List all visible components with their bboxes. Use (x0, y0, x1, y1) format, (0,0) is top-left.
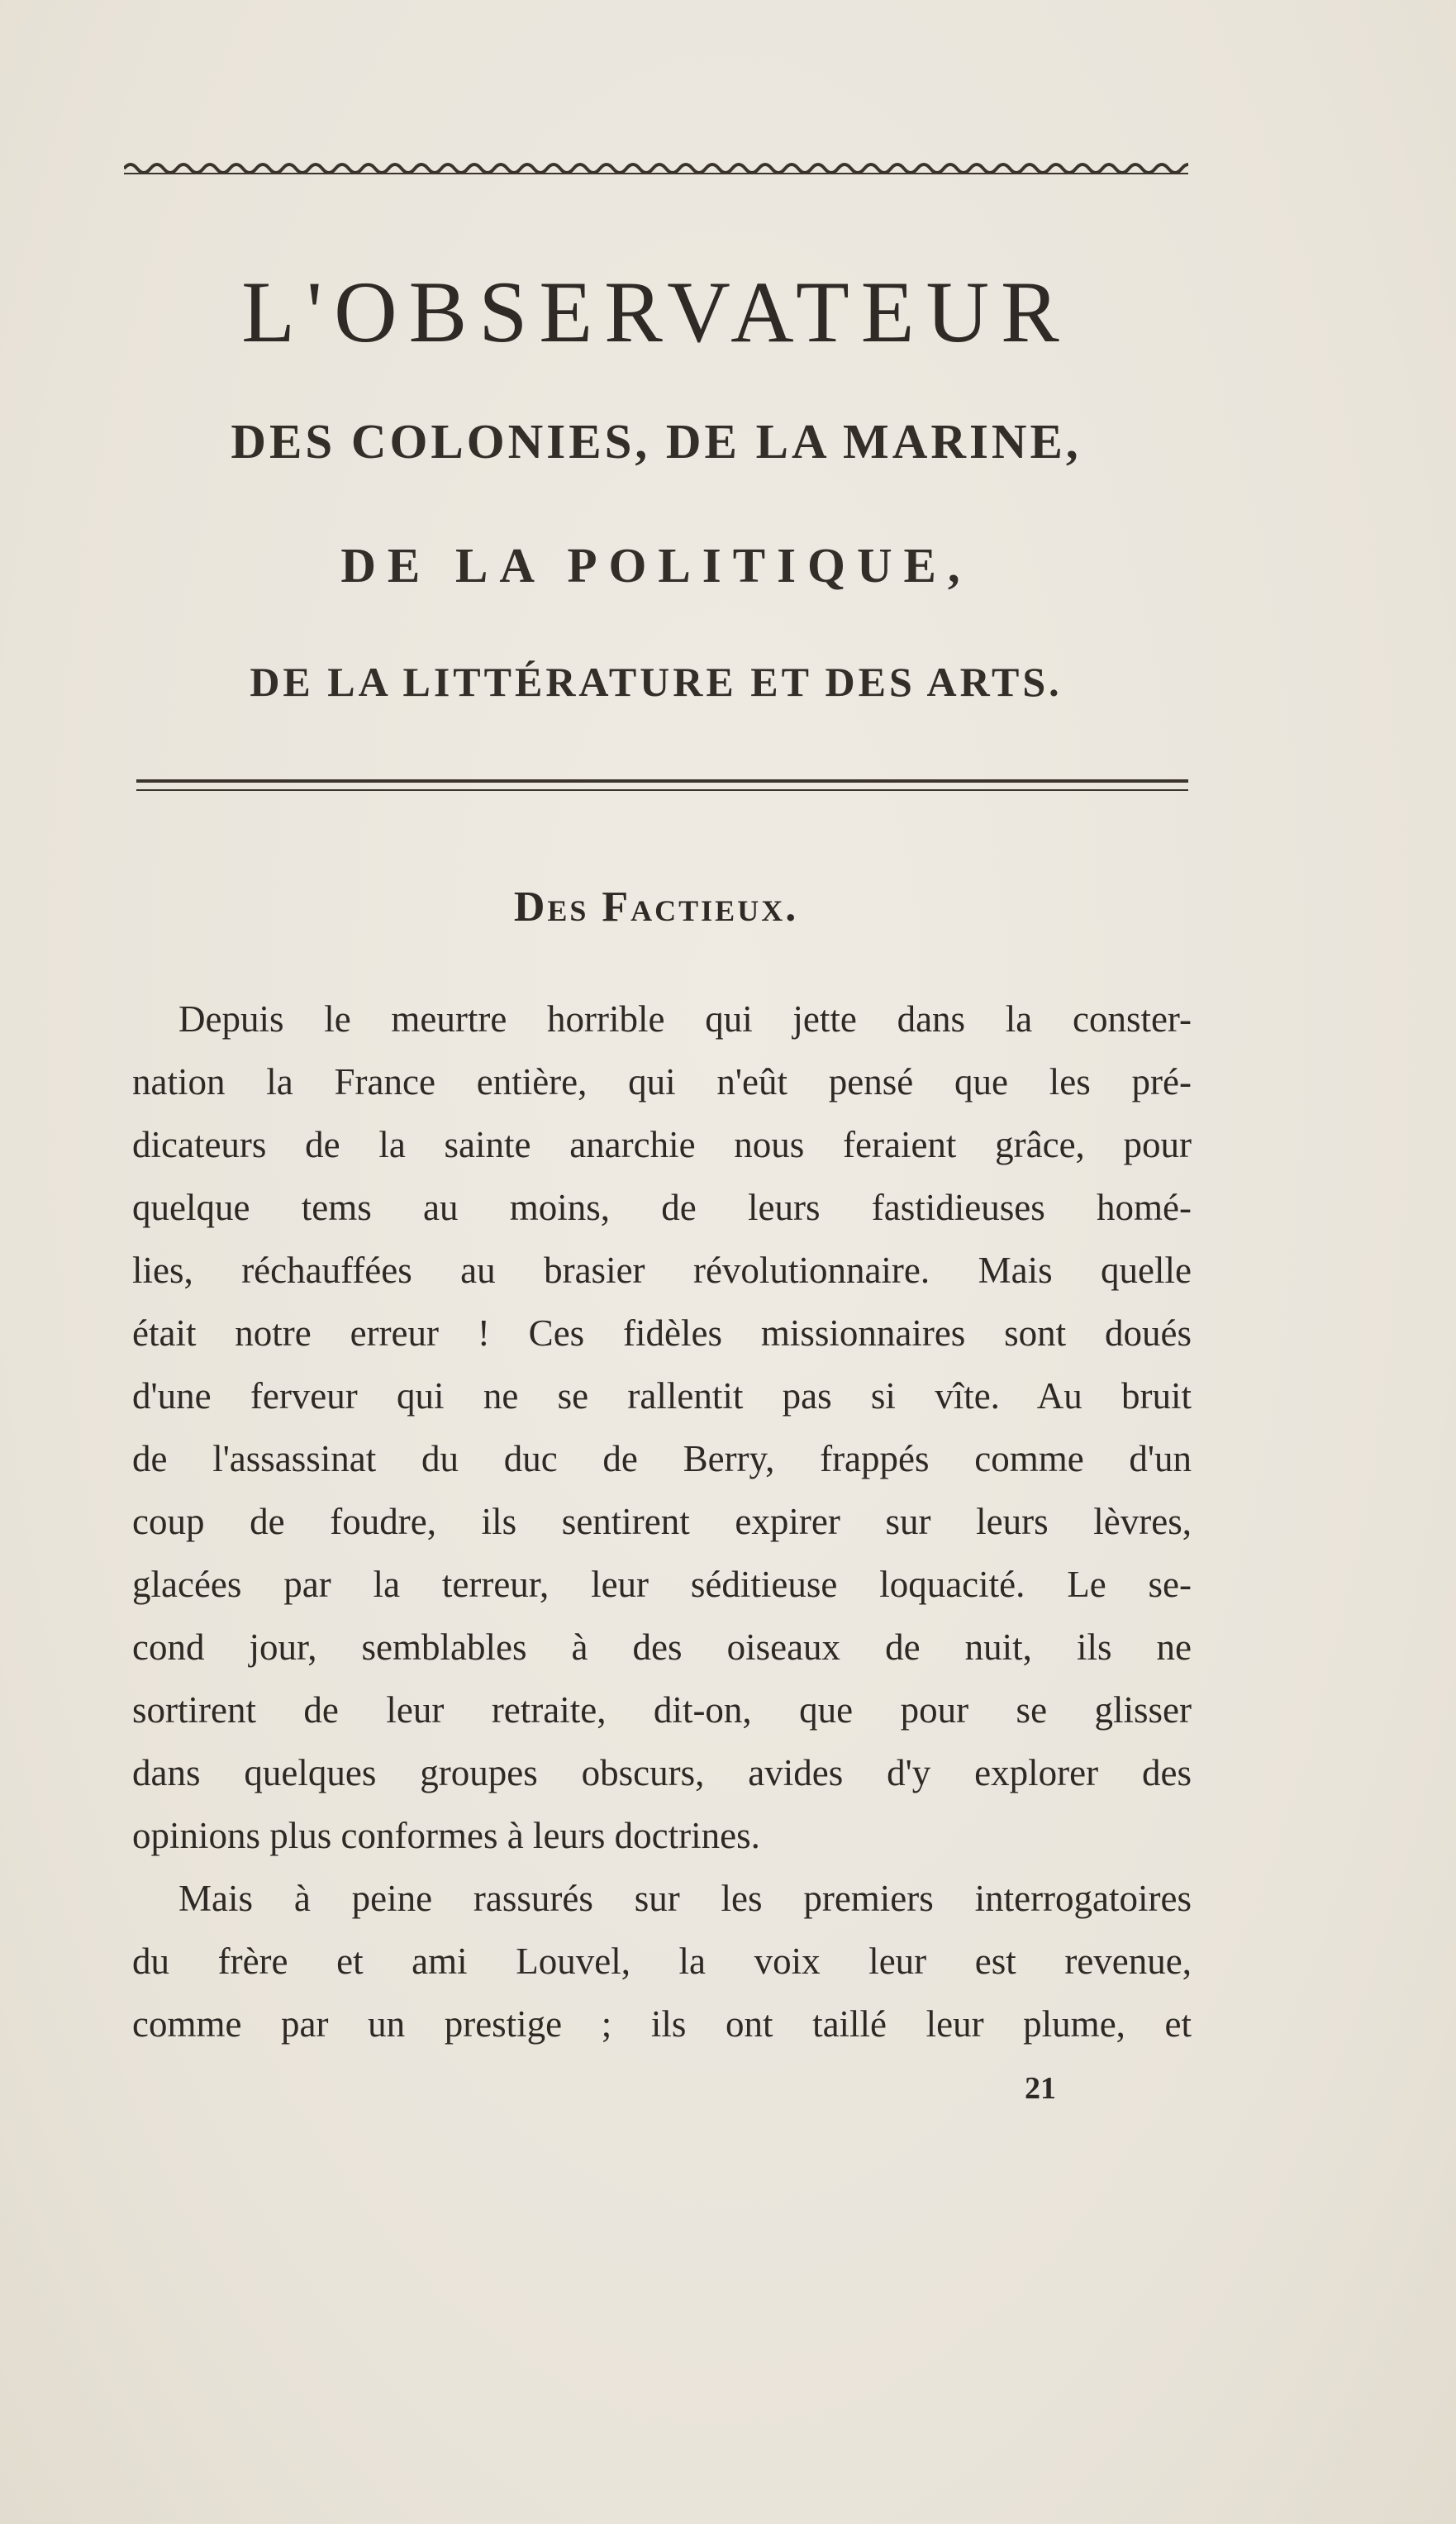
body-line: glacées par la terreur, leur séditieuse loquacité. Le se- (132, 1564, 1192, 1605)
masthead-subtitle-2: DE LA POLITIQUE, (340, 538, 972, 593)
body-line: Mais à peine rassurés sur les premiers interrogatoires (178, 1878, 1192, 1919)
masthead-title: L'OBSERVATEUR (241, 264, 1071, 360)
rule-thin (136, 789, 1188, 791)
body-line: d'une ferveur qui ne se rallentit pas si vîte. Au bruit (132, 1375, 1192, 1417)
body-line: du frère et ami Louvel, la voix leur est revenue, (132, 1941, 1192, 1982)
body-line: opinions plus conformes à leurs doctrines. (132, 1815, 760, 1856)
body-line: dans quelques groupes obscurs, avides d'y explorer des (132, 1752, 1192, 1793)
double-rule (136, 779, 1188, 791)
body-line: était notre erreur ! Ces fidèles missionnaires sont doués (132, 1312, 1192, 1354)
body-line: nation la France entière, qui n'eût pensé que les pré- (132, 1061, 1192, 1102)
article-body (132, 988, 1192, 2055)
body-line: de l'assassinat du duc de Berry, frappés comme d'un (132, 1438, 1192, 1479)
body-line: Depuis le meurtre horrible qui jette dans la conster- (178, 998, 1192, 1040)
body-line: dicateurs de la sainte anarchie nous feraient grâce, pour (132, 1124, 1192, 1165)
rule-thick (136, 779, 1188, 783)
body-line: lies, réchauffées au brasier révolutionnaire. Mais quelle (132, 1250, 1192, 1291)
page-number: 21 (1025, 2071, 1056, 2106)
masthead-subtitle-3: DE LA LITTÉRATURE ET DES ARTS. (250, 659, 1063, 705)
masthead-subtitle-1: DES COLONIES, DE LA MARINE, (231, 414, 1082, 469)
body-line: quelque tems au moins, de leurs fastidieuses homé- (132, 1187, 1192, 1228)
body-line: sortirent de leur retraite, dit-on, que pour se glisser (132, 1689, 1192, 1731)
ornamental-rule (124, 157, 1188, 179)
body-line: coup de foudre, ils sentirent expirer sur leurs lèvres, (132, 1501, 1192, 1542)
body-line: comme par un prestige ; ils ont taillé leur plume, et (132, 2003, 1192, 2045)
body-line: cond jour, semblables à des oiseaux de nuit, ils ne (132, 1626, 1192, 1668)
section-heading: Des Factieux. (513, 883, 799, 931)
